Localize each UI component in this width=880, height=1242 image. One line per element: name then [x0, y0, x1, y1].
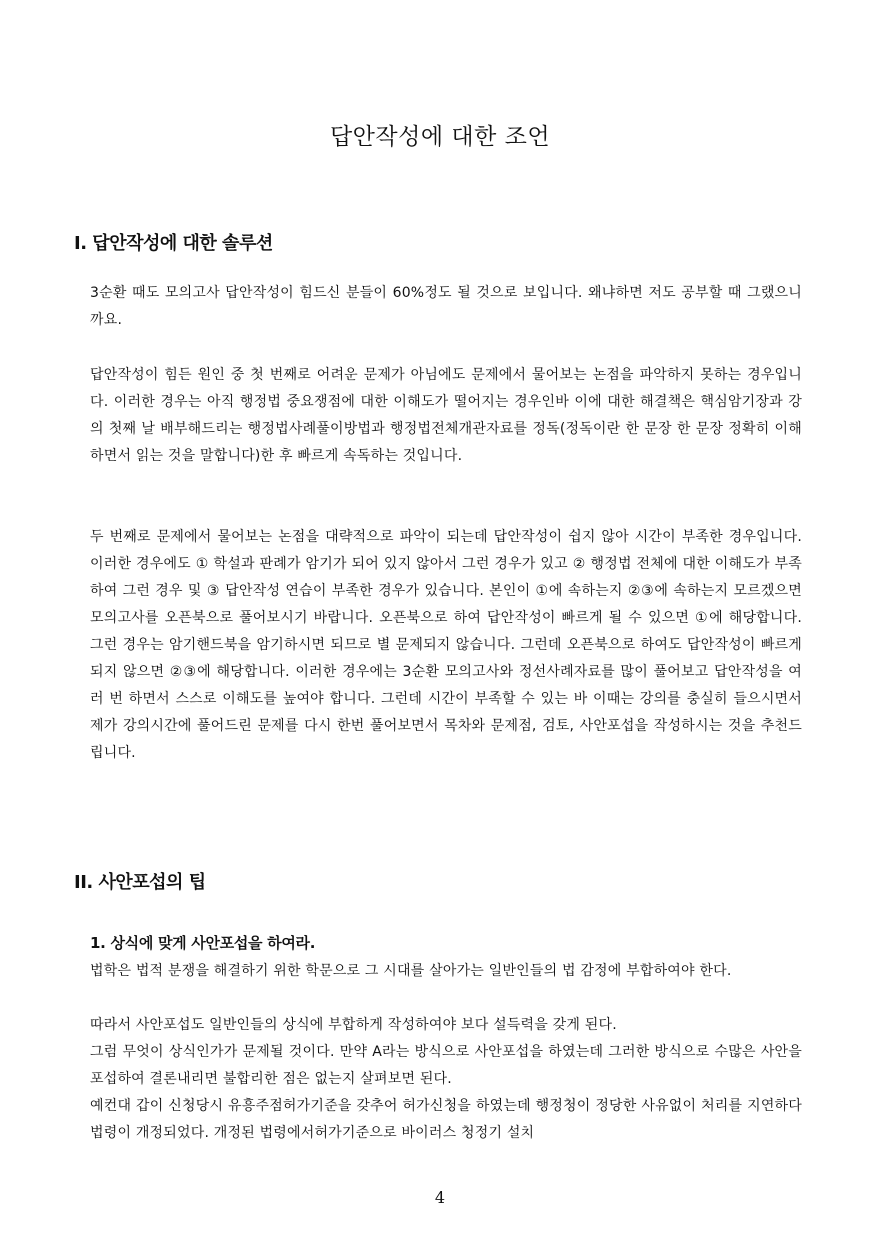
subsection-1-heading: 1. 상식에 맞게 사안포섭을 하여라.: [90, 934, 316, 952]
section-2-heading: II. 사안포섭의 팁: [74, 872, 206, 893]
section-2-paragraph-2: 따라서 사안포섭도 일반인들의 상식에 부합하게 작성하여야 보다 설득력을 갖게 된다.: [90, 1017, 617, 1033]
section-2-paragraph-3: 그럼 무엇이 상식인가가 문제될 것이다. 만약 A라는 방식으로 사안포섭을 하였는데 그러한 방식으로 수많은 사안을 포섭하여 결론내리면 불합리한 점은 없는지 살펴보면 된다.: [90, 1044, 802, 1087]
page-title: 답안작성에 대한 조언: [329, 124, 551, 150]
section-2-paragraph-4: 예컨대 갑이 신청당시 유흥주점허가기준을 갖추어 허가신청을 하였는데 행정청이 정당한 사유없이 처리를 지연하다 법령이 개정되었다. 개정된 법령에서허가기준으로 바이러스 청정기 설치: [90, 1098, 802, 1141]
page-number: 4: [434, 1188, 446, 1207]
section-1-paragraph-2: 답안작성이 힘든 원인 중 첫 번째로 어려운 문제가 아님에도 문제에서 물어보는 논점을 파악하지 못하는 경우입니다. 이러한 경우는 아직 행정법 중요쟁점에 대한 이해도가 떨어지는 경우인바 이에 대한 해결책은 핵심암기장과 강의 첫째 날 배부해드리는 행정법사례풀이방법과 행정법전체개관자료를 정독(정독이란 한 문장 한 문장 정확히 이해하면서 읽는 것을 말합니다)한 후 빠르게 속독하는 것입니다.: [90, 367, 802, 464]
section-2-paragraph-1: 법학은 법적 분쟁을 해결하기 위한 학문으로 그 시대를 살아가는 일반인들의 법 감정에 부합하여야 한다.: [90, 963, 732, 979]
section-1-heading: I. 답안작성에 대한 솔루션: [74, 233, 273, 254]
section-1-paragraph-3: 두 번째로 문제에서 물어보는 논점을 대략적으로 파악이 되는데 답안작성이 쉽지 않아 시간이 부족한 경우입니다. 이러한 경우에도 ① 학설과 판례가 암기가 되어 있지 않아서 그런 경우가 있고 ② 행정법 전체에 대한 이해도가 부족하여 그런 경우 및 ③ 답안작성 연습이 부족한 경우가 있습니다. 본인이 ①에 속하는지 ②③에 속하는지 모르겠으면 모의고사를 오픈북으로 풀어보시기 바랍니다. 오픈북으로 하여 답안작성이 빠르게 될 수 있으면 ①에 해당합니다. 그런 경우는 암기핸드북을 암기하시면 되므로 별 문제되지 않습니다. 그런데 오픈북으로 하여도 답안작성이 빠르게 되지 않으면 ②③에 해당합니다. 이러한 경우에는 3순환 모의고사와 정선사례자료를 많이 풀어보고 답안작성을 여러 번 하면서 스스로 이해도를 높여야 합니다. 그런데 시간이 부족할 수 있는 바 이때는 강의를 충실히 들으시면서 제가 강의시간에 풀어드린 문제를 다시 한번 풀어보면서 목차와 문제점, 검토, 사안포섭을 작성하시는 것을 추천드립니다.: [90, 529, 802, 761]
section-1-paragraph-1: 3순환 때도 모의고사 답안작성이 힘드신 분들이 60%정도 될 것으로 보입니다. 왜냐하면 저도 공부할 때 그랬으니까요.: [90, 285, 802, 328]
